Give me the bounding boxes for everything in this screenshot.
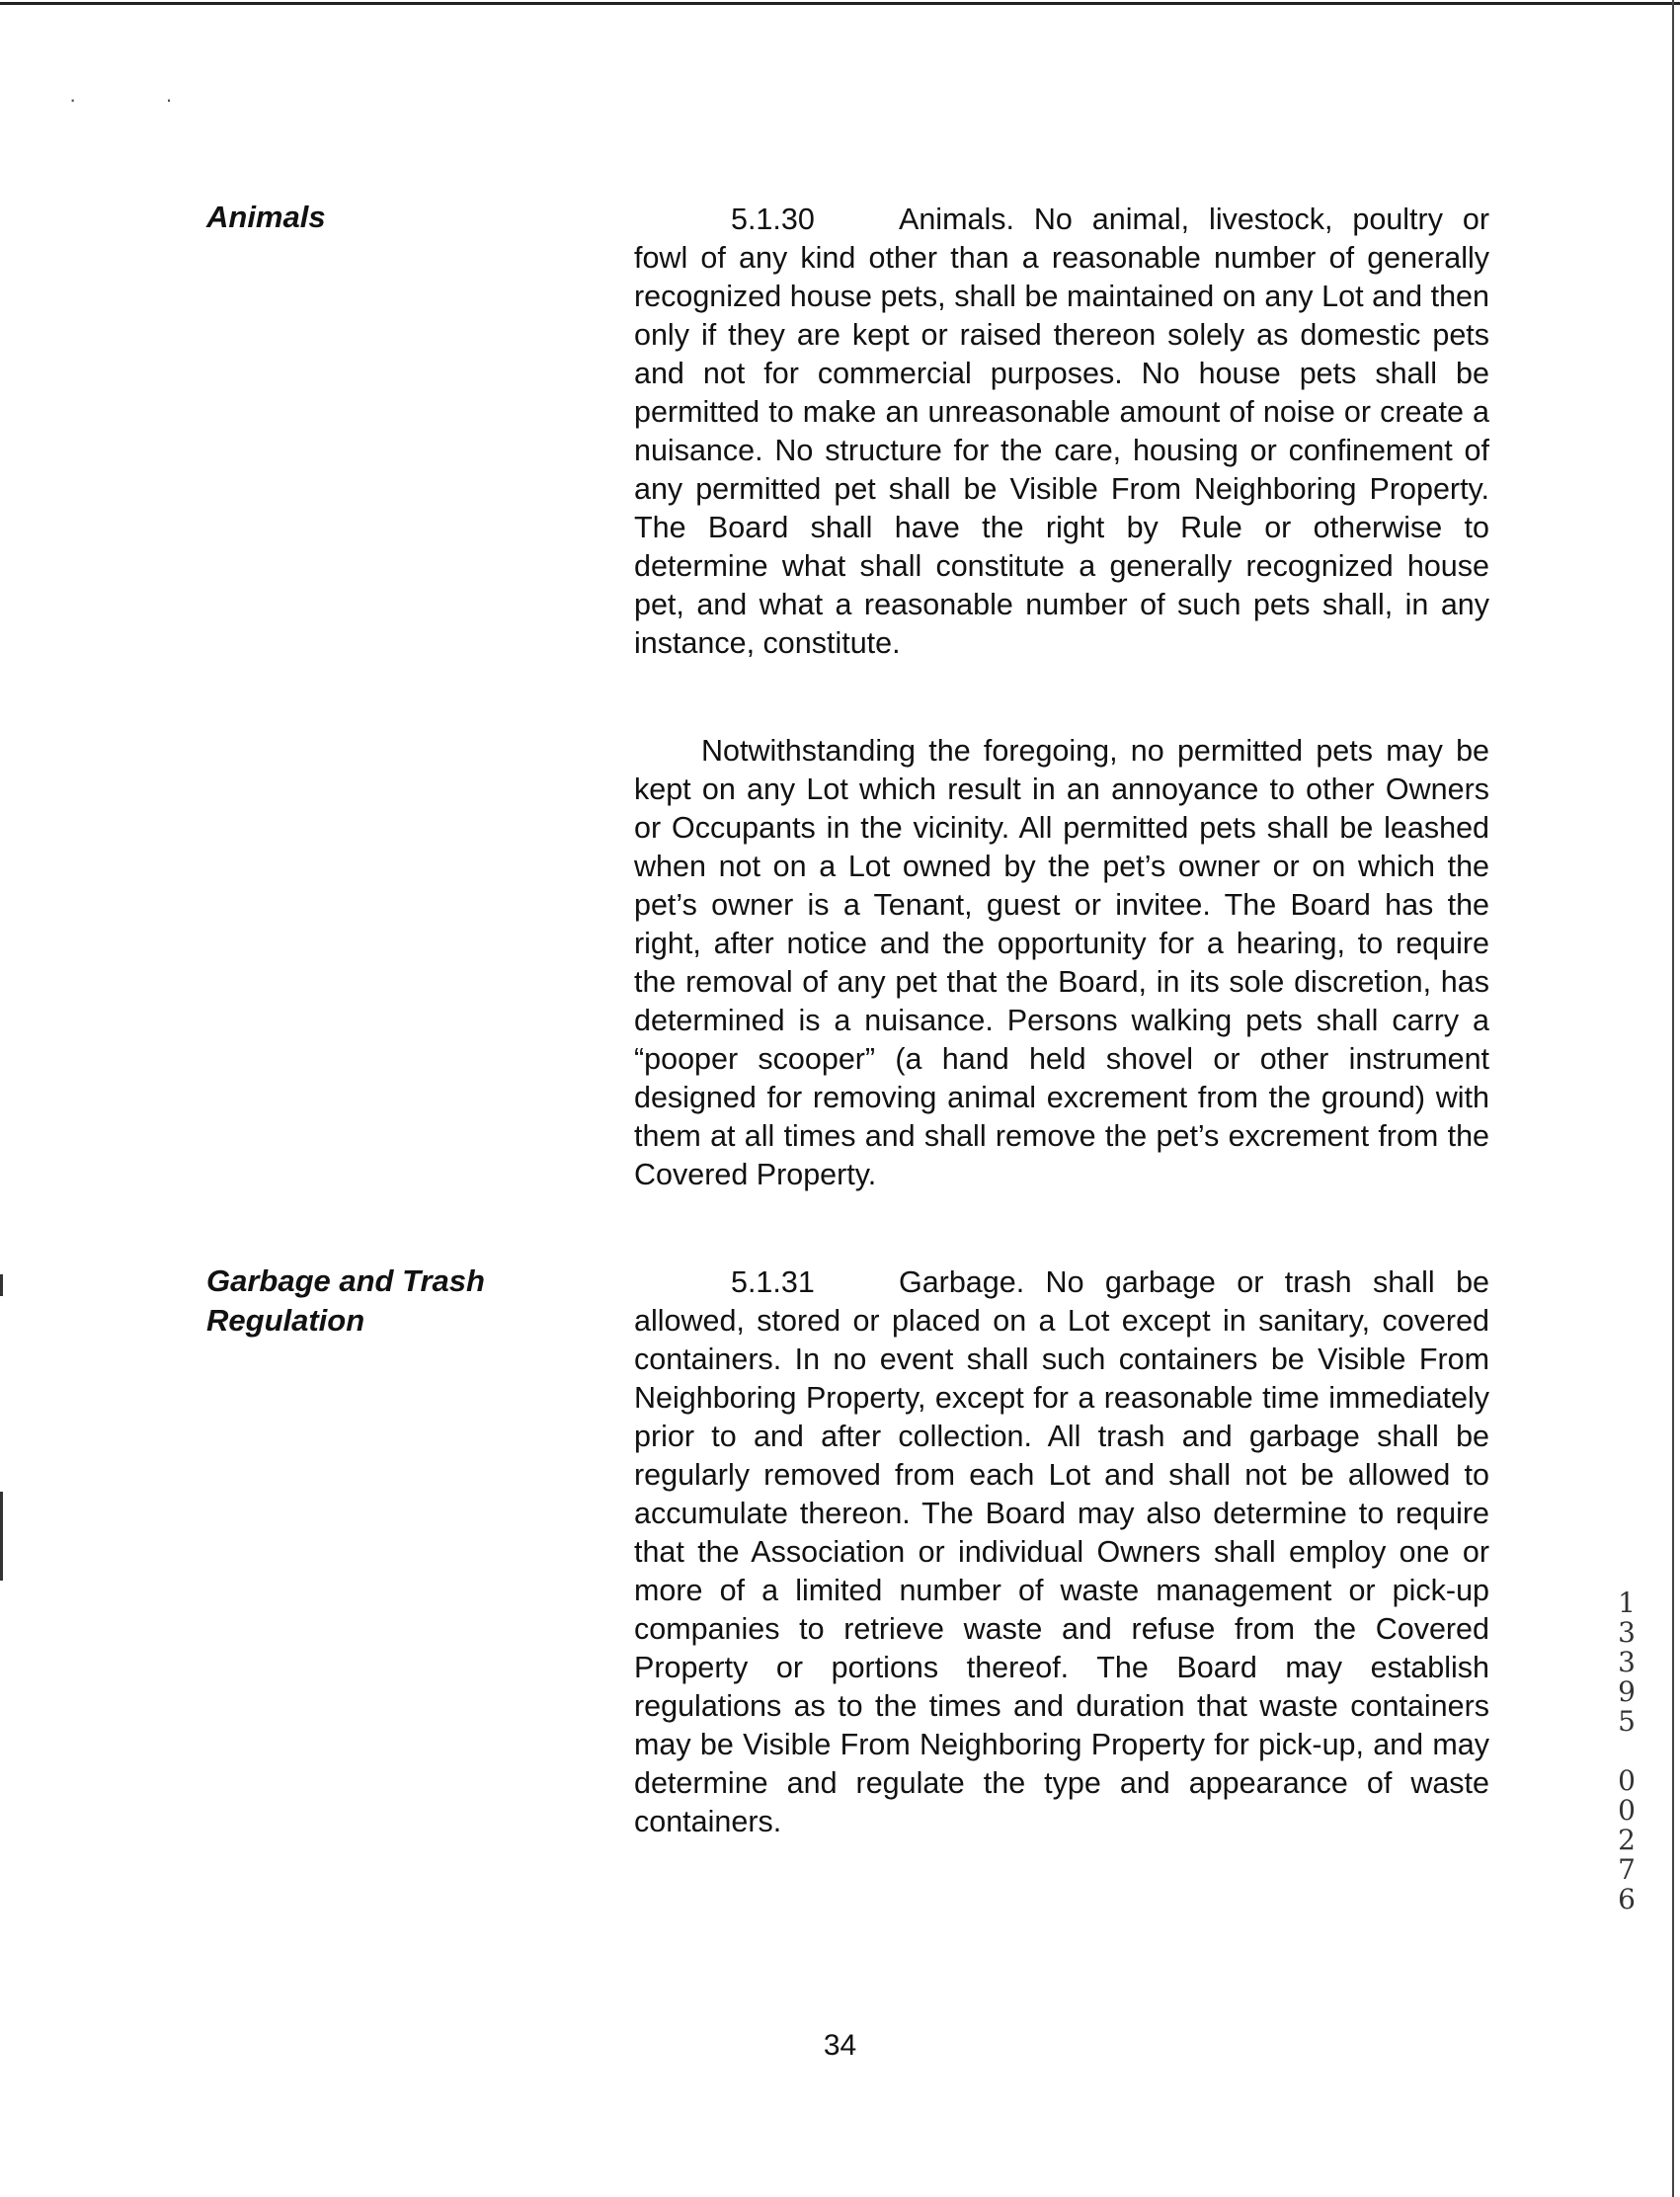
paragraph-text: Animals. No animal, livestock, poultry or fowl of any kind other than a reasonable number of generally recognized house pets, shall be maintained on any Lot and then only if they are kept or raised thereon solely as domestic pets and not for commercial purposes. No house pets shall be permitted to make an unreasonable amount of noise or create a nuisance. No structure for the care, housing or confinement of any permitted pet shall be Visible From Neighboring Property. The Board shall have the right by Rule or otherwise to determine what shall constitute a generally recognized house pet, and what a reasonable number of such pets shall, in any instance, constitute. xyxy=(634,203,1489,660)
section-number: 5.1.30 xyxy=(731,203,815,236)
bates-digit: 0 xyxy=(1618,1764,1636,1797)
bates-digit: 2 xyxy=(1618,1824,1636,1856)
section-heading-animals: Animals xyxy=(206,200,326,234)
bates-stamp xyxy=(1612,1588,1641,1914)
heading-line: Regulation xyxy=(206,1303,365,1338)
scan-right-border xyxy=(1672,0,1674,2197)
bates-digit: 0 xyxy=(1618,1794,1636,1827)
bates-digit: 7 xyxy=(1618,1853,1636,1886)
section-paragraph-garbage-1 xyxy=(634,1263,1489,1841)
bates-digit: 6 xyxy=(1618,1883,1636,1915)
section-number: 5.1.31 xyxy=(731,1265,815,1299)
bates-digit: 5 xyxy=(1618,1705,1636,1738)
bates-digit: 1 xyxy=(1618,1587,1636,1619)
scan-specks: ·· xyxy=(69,87,262,112)
section-paragraph-animals-1 xyxy=(634,201,1489,663)
bates-gap xyxy=(1612,1737,1641,1766)
scan-left-mark xyxy=(0,1492,3,1581)
paragraph-text: Garbage. No garbage or trash shall be allowed, stored or placed on a Lot except in sanitary, covered containers. In no event shall such containers be Visible From Neighboring Property, except for a reasonable time immediately prior to and after collection. All trash and garbage shall be regularly removed from each Lot and shall not be allowed to accumulate thereon. The Board may also determine to require that the Association or individual Owners shall employ one or more of a limited number of waste management or pick-up companies to retrieve waste and refuse from the Covered Property or portions thereof. The Board may establish regulations as to the times and duration that waste containers may be Visible From Neighboring Property for pick-up, and may determine and regulate the type and appearance of waste containers. xyxy=(634,1265,1489,1838)
bates-digit: 9 xyxy=(1618,1675,1636,1708)
scan-top-border xyxy=(0,2,1680,5)
section-heading-garbage xyxy=(206,1261,532,1341)
bates-digit: 3 xyxy=(1618,1646,1636,1678)
bates-digit: 3 xyxy=(1618,1616,1636,1649)
heading-line: Garbage and Trash xyxy=(206,1263,485,1298)
section-paragraph-animals-2: Notwithstanding the foregoing, no permitted pets may be kept on any Lot which result in an annoyance to other Owners or Occupants in the vicinity. All permitted pets shall be leashed when not on a Lot owned by the pet’s owner or on which the pet’s owner is a Tenant, guest or invitee. The Board has the right, after notice and the opportunity for a hearing, to require the removal of any pet that the Board, in its sole discretion, has determined is a nuisance. Persons walking pets shall carry a “pooper scooper” (a hand held shovel or other instrument designed for removing animal excrement from the ground) with them at all times and shall remove the pet’s excrement from the Covered Property. xyxy=(634,734,1489,1191)
scan-left-mark xyxy=(0,1274,3,1296)
page-number: 34 xyxy=(823,2029,857,2062)
